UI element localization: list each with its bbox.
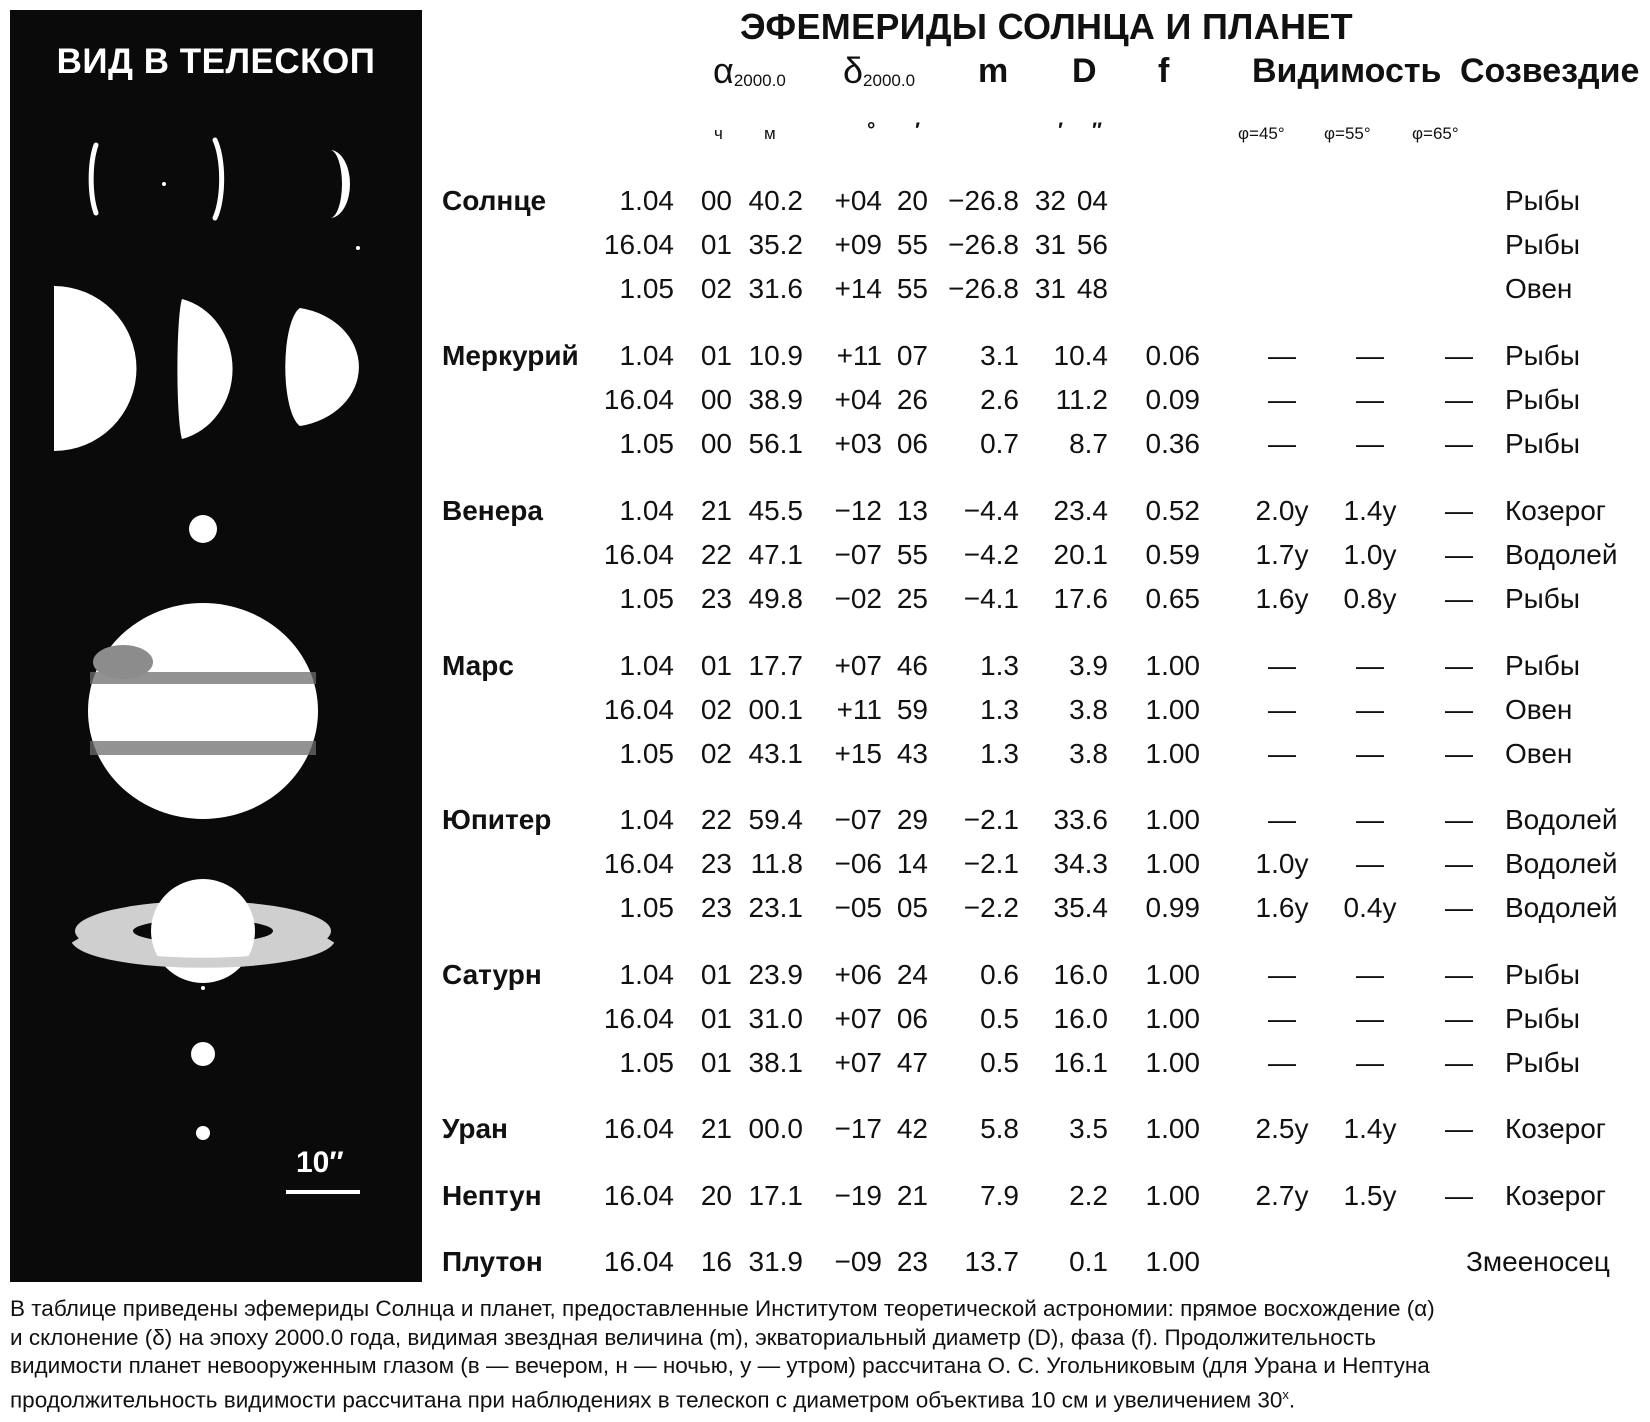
diameter-cell: 23.4 bbox=[1053, 495, 1108, 526]
planet-name: Марс bbox=[442, 650, 514, 681]
lat-45: φ=45° bbox=[1238, 124, 1285, 143]
visibility-65-cell: — bbox=[1445, 340, 1473, 371]
ra-hours-cell: 02 bbox=[700, 738, 732, 769]
lat-55: φ=55° bbox=[1324, 124, 1371, 143]
visibility-45-cell: — bbox=[1268, 650, 1296, 681]
constellation-cell: Рыбы bbox=[1505, 428, 1580, 459]
phase-cell: 1.00 bbox=[1145, 804, 1200, 835]
constellation-cell: Рыбы bbox=[1505, 583, 1580, 614]
diameter-seconds-cell: 04 bbox=[1076, 185, 1108, 216]
ra-hours-cell: 01 bbox=[700, 1047, 732, 1078]
diameter-cell: 8.7 bbox=[1069, 428, 1108, 459]
visibility-45-cell: — bbox=[1268, 428, 1296, 459]
magnitude-cell: −26.8 bbox=[948, 185, 1019, 216]
diameter-seconds-cell: 56 bbox=[1076, 229, 1108, 260]
visibility-55-cell: 0.8у bbox=[1343, 583, 1397, 614]
date-cell: 16.04 bbox=[603, 384, 674, 415]
constellation-cell: Овен bbox=[1505, 694, 1573, 725]
dec-degrees-cell: −02 bbox=[834, 583, 882, 614]
visibility-55-cell: — bbox=[1356, 694, 1384, 725]
ra-minutes-cell: 10.9 bbox=[748, 340, 803, 371]
venus-phase-1 bbox=[54, 286, 136, 451]
diameter-minutes-cell: 31 bbox=[1034, 273, 1066, 304]
ra-hours-cell: 02 bbox=[700, 694, 732, 725]
table-title: ЭФЕМЕРИДЫ СОЛНЦА И ПЛАНЕТ bbox=[740, 6, 1353, 47]
dec-minutes-cell: 25 bbox=[896, 583, 928, 614]
d-unit-min: ′ bbox=[1058, 119, 1064, 142]
phase-cell: 1.00 bbox=[1145, 959, 1200, 990]
mercury-phase-1 bbox=[91, 140, 222, 218]
footnote-line: видимости планет невооруженным глазом (в — вечером, н — ночью, у — утром) рассчитана О. С. Угольниковым (для Урана и Нептуна bbox=[10, 1353, 1430, 1378]
ra-hours-cell: 01 bbox=[700, 650, 732, 681]
small-dot bbox=[356, 246, 360, 250]
date-cell: 1.04 bbox=[619, 650, 674, 681]
dec-degrees-cell: +03 bbox=[834, 428, 882, 459]
visibility-45-cell: 1.7у bbox=[1255, 539, 1309, 570]
visibility-65-cell: — bbox=[1445, 1047, 1473, 1078]
ra-minutes-cell: 17.7 bbox=[748, 650, 803, 681]
planet-name: Нептун bbox=[442, 1180, 542, 1211]
scale-bar bbox=[286, 1190, 360, 1194]
constellation-cell: Рыбы bbox=[1505, 340, 1580, 371]
visibility-header: Видимость bbox=[1252, 52, 1442, 90]
constellation-cell: Рыбы bbox=[1505, 384, 1580, 415]
visibility-55-cell: 1.5у bbox=[1343, 1180, 1397, 1211]
visibility-55-cell: 1.4у bbox=[1343, 1113, 1397, 1144]
magnitude-cell: −26.8 bbox=[948, 273, 1019, 304]
venus-phase-2 bbox=[177, 299, 232, 439]
date-cell: 16.04 bbox=[603, 848, 674, 879]
visibility-65-cell: — bbox=[1445, 1113, 1473, 1144]
magnitude-cell: 0.5 bbox=[980, 1047, 1019, 1078]
magnitude-cell: −26.8 bbox=[948, 229, 1019, 260]
magnitude-cell: 5.8 bbox=[980, 1113, 1019, 1144]
magnitude-cell: 0.5 bbox=[980, 1003, 1019, 1034]
diameter-minutes-cell: 32 bbox=[1034, 185, 1066, 216]
dec-degrees-cell: +06 bbox=[834, 959, 882, 990]
dec-minutes-cell: 23 bbox=[896, 1246, 928, 1277]
ra-hours-cell: 20 bbox=[700, 1180, 732, 1211]
d-header: D bbox=[1072, 52, 1097, 90]
visibility-65-cell: — bbox=[1445, 738, 1473, 769]
date-cell: 1.04 bbox=[619, 804, 674, 835]
phase-cell: 1.00 bbox=[1145, 738, 1200, 769]
footnote-line: и склонение (δ) на эпоху 2000.0 года, видимая звездная величина (m), экваториальный диаметр (D), фаза (f). Продолжительность bbox=[10, 1324, 1377, 1350]
visibility-45-cell: — bbox=[1268, 384, 1296, 415]
dec-degrees-cell: −07 bbox=[834, 539, 882, 570]
dec-minutes-cell: 21 bbox=[896, 1180, 928, 1211]
ra-minutes-cell: 23.1 bbox=[748, 892, 803, 923]
visibility-65-cell: — bbox=[1445, 1003, 1473, 1034]
dec-minutes-cell: 20 bbox=[896, 185, 928, 216]
visibility-65-cell: — bbox=[1445, 1180, 1473, 1211]
ra-minutes-cell: 40.2 bbox=[748, 185, 803, 216]
magnitude-cell: 13.7 bbox=[964, 1246, 1019, 1277]
dec-degrees-cell: −12 bbox=[834, 495, 882, 526]
date-cell: 1.04 bbox=[619, 340, 674, 371]
planet-drawings bbox=[10, 10, 422, 1282]
visibility-45-cell: 1.6у bbox=[1255, 892, 1309, 923]
constellation-cell: Рыбы bbox=[1505, 1003, 1580, 1034]
diameter-cell: 2.2 bbox=[1069, 1180, 1108, 1211]
diameter-cell: 10.4 bbox=[1053, 340, 1108, 371]
planet-name: Плутон bbox=[442, 1246, 543, 1277]
phase-cell: 0.65 bbox=[1145, 583, 1200, 614]
date-cell: 1.04 bbox=[619, 959, 674, 990]
visibility-65-cell: — bbox=[1445, 804, 1473, 835]
date-cell: 1.05 bbox=[619, 1047, 674, 1078]
ra-minutes-cell: 00.1 bbox=[748, 694, 803, 725]
planet-name: Солнце bbox=[442, 185, 547, 216]
uranus-disk bbox=[191, 1042, 215, 1066]
ra-hours-cell: 23 bbox=[700, 583, 732, 614]
neptune-disk bbox=[196, 1126, 210, 1140]
constellation-cell: Водолей bbox=[1505, 804, 1618, 835]
footnote-line: продолжительность видимости рассчитана при наблюдениях в телескоп с диаметром объектива 10 см и увеличением $30^х$. bbox=[10, 1386, 1296, 1412]
dec-minutes-cell: 55 bbox=[896, 229, 928, 260]
ra-minutes-cell: 49.8 bbox=[748, 583, 803, 614]
constellation-header: Созвездие bbox=[1460, 52, 1640, 90]
magnitude-cell: −2.1 bbox=[963, 848, 1019, 879]
visibility-65-cell: — bbox=[1445, 583, 1473, 614]
diameter-cell: 34.3 bbox=[1053, 848, 1108, 879]
visibility-55-cell: — bbox=[1356, 804, 1384, 835]
date-cell: 1.05 bbox=[619, 583, 674, 614]
phase-cell: 1.00 bbox=[1145, 1246, 1200, 1277]
constellation-cell: Козерог bbox=[1505, 495, 1607, 526]
dec-minutes-cell: 47 bbox=[896, 1047, 928, 1078]
visibility-65-cell: — bbox=[1445, 495, 1473, 526]
ra-minutes-cell: 59.4 bbox=[748, 804, 803, 835]
dec-minutes-cell: 13 bbox=[896, 495, 928, 526]
planet-name: Меркурий bbox=[442, 340, 579, 371]
mars-disk bbox=[189, 515, 217, 543]
date-cell: 1.05 bbox=[619, 273, 674, 304]
diameter-cell: 3.8 bbox=[1069, 738, 1108, 769]
ra-minutes-cell: 43.1 bbox=[748, 738, 803, 769]
f-header: f bbox=[1158, 52, 1170, 90]
phase-cell: 1.00 bbox=[1145, 1113, 1200, 1144]
magnitude-cell: 3.1 bbox=[980, 340, 1019, 371]
visibility-55-cell: — bbox=[1356, 1047, 1384, 1078]
visibility-45-cell: — bbox=[1268, 1047, 1296, 1078]
ra-hours-cell: 21 bbox=[700, 495, 732, 526]
visibility-45-cell: — bbox=[1268, 1003, 1296, 1034]
ra-hours-cell: 00 bbox=[700, 185, 732, 216]
constellation-cell: Рыбы bbox=[1505, 1047, 1580, 1078]
ra-hours-cell: 16 bbox=[700, 1246, 732, 1277]
visibility-65-cell: — bbox=[1445, 892, 1473, 923]
ra-minutes-cell: 38.9 bbox=[748, 384, 803, 415]
phase-cell: 1.00 bbox=[1145, 1180, 1200, 1211]
visibility-65-cell: — bbox=[1445, 694, 1473, 725]
dec-minutes-cell: 14 bbox=[896, 848, 928, 879]
dec-degrees-cell: +07 bbox=[834, 1047, 882, 1078]
visibility-45-cell: 2.0у bbox=[1255, 495, 1309, 526]
ra-hours-cell: 01 bbox=[700, 1003, 732, 1034]
diameter-cell: 16.0 bbox=[1053, 1003, 1108, 1034]
constellation-cell: Рыбы bbox=[1505, 959, 1580, 990]
visibility-45-cell: — bbox=[1268, 804, 1296, 835]
visibility-65-cell: — bbox=[1445, 539, 1473, 570]
magnitude-cell: 0.7 bbox=[980, 428, 1019, 459]
dec-degrees-cell: −19 bbox=[834, 1180, 882, 1211]
constellation-cell: Змееносец bbox=[1466, 1246, 1610, 1277]
planet-name: Уран bbox=[442, 1113, 508, 1144]
date-cell: 16.04 bbox=[603, 1113, 674, 1144]
date-cell: 1.04 bbox=[619, 495, 674, 526]
m-header: m bbox=[978, 52, 1009, 90]
alpha-unit-h: ч bbox=[714, 124, 723, 143]
diameter-cell: 11.2 bbox=[1055, 384, 1108, 415]
date-cell: 1.05 bbox=[619, 892, 674, 923]
constellation-cell: Водолей bbox=[1505, 539, 1618, 570]
magnitude-cell: −4.4 bbox=[963, 495, 1019, 526]
visibility-45-cell: — bbox=[1268, 340, 1296, 371]
panel-title: ВИД В ТЕЛЕСКОП bbox=[56, 42, 376, 81]
magnitude-cell: −4.2 bbox=[963, 539, 1019, 570]
magnitude-cell: 1.3 bbox=[980, 650, 1019, 681]
date-cell: 16.04 bbox=[603, 1003, 674, 1034]
constellation-cell: Овен bbox=[1505, 738, 1573, 769]
phase-cell: 1.00 bbox=[1145, 1047, 1200, 1078]
visibility-55-cell: — bbox=[1356, 340, 1384, 371]
magnitude-cell: −2.1 bbox=[963, 804, 1019, 835]
ra-hours-cell: 22 bbox=[700, 539, 732, 570]
constellation-cell: Водолей bbox=[1505, 892, 1618, 923]
visibility-65-cell: — bbox=[1445, 384, 1473, 415]
diameter-seconds-cell: 48 bbox=[1076, 273, 1108, 304]
visibility-55-cell: — bbox=[1356, 384, 1384, 415]
visibility-45-cell: — bbox=[1268, 738, 1296, 769]
diameter-cell: 3.5 bbox=[1069, 1113, 1108, 1144]
visibility-45-cell: — bbox=[1268, 959, 1296, 990]
dec-degrees-cell: −06 bbox=[834, 848, 882, 879]
dec-minutes-cell: 24 bbox=[896, 959, 928, 990]
visibility-45-cell: 1.6у bbox=[1255, 583, 1309, 614]
ra-minutes-cell: 00.0 bbox=[748, 1113, 803, 1144]
visibility-65-cell: — bbox=[1445, 848, 1473, 879]
dec-minutes-cell: 06 bbox=[896, 428, 928, 459]
diameter-cell: 0.1 bbox=[1069, 1246, 1108, 1277]
dec-degrees-cell: +11 bbox=[836, 694, 882, 725]
magnitude-cell: −2.2 bbox=[963, 892, 1019, 923]
magnitude-cell: 1.3 bbox=[980, 738, 1019, 769]
diameter-cell: 16.1 bbox=[1053, 1047, 1108, 1078]
ra-hours-cell: 00 bbox=[700, 384, 732, 415]
constellation-cell: Рыбы bbox=[1505, 229, 1580, 260]
date-cell: 1.05 bbox=[619, 428, 674, 459]
d-unit-sec: ″ bbox=[1092, 119, 1103, 142]
magnitude-cell: 1.3 bbox=[980, 694, 1019, 725]
visibility-65-cell: — bbox=[1445, 428, 1473, 459]
visibility-55-cell: — bbox=[1356, 428, 1384, 459]
phase-cell: 0.59 bbox=[1145, 539, 1200, 570]
date-cell: 1.05 bbox=[619, 738, 674, 769]
dec-degrees-cell: +04 bbox=[834, 185, 882, 216]
date-cell: 16.04 bbox=[603, 1180, 674, 1211]
constellation-cell: Рыбы bbox=[1505, 185, 1580, 216]
constellation-cell: Водолей bbox=[1505, 848, 1618, 879]
magnitude-cell: 7.9 bbox=[980, 1180, 1019, 1211]
dec-minutes-cell: 05 bbox=[896, 892, 928, 923]
ra-minutes-cell: 35.2 bbox=[748, 229, 803, 260]
dec-degrees-cell: −05 bbox=[834, 892, 882, 923]
ra-hours-cell: 23 bbox=[700, 892, 732, 923]
ra-hours-cell: 22 bbox=[700, 804, 732, 835]
phase-cell: 0.36 bbox=[1145, 428, 1200, 459]
planet-name: Юпитер bbox=[442, 804, 552, 835]
ra-minutes-cell: 56.1 bbox=[748, 428, 803, 459]
diameter-cell: 20.1 bbox=[1053, 539, 1108, 570]
alpha-unit-m: м bbox=[764, 124, 776, 143]
visibility-55-cell: 1.4у bbox=[1343, 495, 1397, 526]
dec-degrees-cell: +09 bbox=[834, 229, 882, 260]
scale-label: 10″ bbox=[296, 1146, 344, 1179]
ra-hours-cell: 02 bbox=[700, 273, 732, 304]
ra-hours-cell: 01 bbox=[700, 959, 732, 990]
delta-header: $\delta_{2000.0}$ bbox=[843, 50, 916, 91]
ra-minutes-cell: 31.9 bbox=[748, 1246, 803, 1277]
dec-minutes-cell: 29 bbox=[896, 804, 928, 835]
visibility-65-cell: — bbox=[1445, 959, 1473, 990]
constellation-cell: Козерог bbox=[1505, 1180, 1607, 1211]
dec-minutes-cell: 42 bbox=[896, 1113, 928, 1144]
visibility-55-cell: 0.4у bbox=[1343, 892, 1397, 923]
phase-cell: 0.09 bbox=[1145, 384, 1200, 415]
visibility-65-cell: — bbox=[1445, 650, 1473, 681]
ra-minutes-cell: 47.1 bbox=[748, 539, 803, 570]
visibility-55-cell: 1.0у bbox=[1343, 539, 1397, 570]
date-cell: 1.04 bbox=[619, 185, 674, 216]
saturn-disk bbox=[75, 879, 331, 990]
constellation-cell: Козерог bbox=[1505, 1113, 1607, 1144]
alpha-header: $\alpha_{2000.0}$ bbox=[713, 50, 786, 91]
phase-cell: 1.00 bbox=[1145, 650, 1200, 681]
mercury-phase-2 bbox=[330, 150, 350, 218]
jupiter-disk bbox=[88, 603, 318, 819]
ra-hours-cell: 21 bbox=[700, 1113, 732, 1144]
visibility-55-cell: — bbox=[1356, 1003, 1384, 1034]
phase-cell: 1.00 bbox=[1145, 1003, 1200, 1034]
footnote bbox=[10, 1295, 1640, 1415]
constellation-cell: Рыбы bbox=[1505, 650, 1580, 681]
ra-hours-cell: 23 bbox=[700, 848, 732, 879]
phase-cell: 0.52 bbox=[1145, 495, 1200, 526]
telescope-view-panel bbox=[10, 10, 422, 1282]
dec-degrees-cell: −09 bbox=[834, 1246, 882, 1277]
ra-hours-cell: 01 bbox=[700, 229, 732, 260]
visibility-55-cell: — bbox=[1356, 650, 1384, 681]
dec-degrees-cell: −07 bbox=[834, 804, 882, 835]
visibility-55-cell: — bbox=[1356, 959, 1384, 990]
phase-cell: 1.00 bbox=[1145, 848, 1200, 879]
phase-cell: 0.06 bbox=[1145, 340, 1200, 371]
visibility-45-cell: 2.7у bbox=[1255, 1180, 1309, 1211]
dec-minutes-cell: 55 bbox=[896, 273, 928, 304]
dec-minutes-cell: 59 bbox=[896, 694, 928, 725]
date-cell: 16.04 bbox=[603, 694, 674, 725]
dec-degrees-cell: +04 bbox=[834, 384, 882, 415]
lat-65: φ=65° bbox=[1412, 124, 1459, 143]
planet-name: Венера bbox=[442, 495, 543, 526]
diameter-cell: 3.9 bbox=[1069, 650, 1108, 681]
ra-hours-cell: 01 bbox=[700, 340, 732, 371]
diameter-cell: 16.0 bbox=[1053, 959, 1108, 990]
diameter-minutes-cell: 31 bbox=[1034, 229, 1066, 260]
dec-degrees-cell: −17 bbox=[834, 1113, 882, 1144]
dec-minutes-cell: 43 bbox=[896, 738, 928, 769]
constellation-cell: Овен bbox=[1505, 273, 1573, 304]
phase-cell: 0.99 bbox=[1145, 892, 1200, 923]
visibility-45-cell: 1.0у bbox=[1255, 848, 1309, 879]
ra-minutes-cell: 31.0 bbox=[748, 1003, 803, 1034]
dec-minutes-cell: 55 bbox=[896, 539, 928, 570]
ra-minutes-cell: 38.1 bbox=[748, 1047, 803, 1078]
diameter-cell: 17.6 bbox=[1053, 583, 1108, 614]
dec-degrees-cell: +15 bbox=[834, 738, 882, 769]
diameter-cell: 35.4 bbox=[1053, 892, 1108, 923]
ra-minutes-cell: 23.9 bbox=[748, 959, 803, 990]
dec-degrees-cell: +11 bbox=[836, 340, 882, 371]
magnitude-cell: 0.6 bbox=[980, 959, 1019, 990]
diameter-cell: 33.6 bbox=[1053, 804, 1108, 835]
delta-unit-deg: ° bbox=[867, 119, 876, 142]
dec-minutes-cell: 07 bbox=[896, 340, 928, 371]
diameter-cell: 3.8 bbox=[1069, 694, 1108, 725]
date-cell: 16.04 bbox=[603, 1246, 674, 1277]
planet-name: Сатурн bbox=[442, 959, 542, 990]
visibility-55-cell: — bbox=[1356, 738, 1384, 769]
delta-unit-min: ′ bbox=[915, 119, 921, 142]
dec-degrees-cell: +07 bbox=[834, 650, 882, 681]
phase-cell: 1.00 bbox=[1145, 694, 1200, 725]
dec-minutes-cell: 46 bbox=[896, 650, 928, 681]
date-cell: 16.04 bbox=[603, 229, 674, 260]
ra-minutes-cell: 31.6 bbox=[748, 273, 803, 304]
ra-minutes-cell: 11.8 bbox=[750, 848, 803, 879]
dec-degrees-cell: +07 bbox=[834, 1003, 882, 1034]
visibility-45-cell: — bbox=[1268, 694, 1296, 725]
ra-hours-cell: 00 bbox=[700, 428, 732, 459]
dec-degrees-cell: +14 bbox=[834, 273, 882, 304]
magnitude-cell: 2.6 bbox=[980, 384, 1019, 415]
magnitude-cell: −4.1 bbox=[963, 583, 1019, 614]
footnote-line: В таблице приведены эфемериды Солнца и планет, предоставленные Институтом теоретической астрономии: прямое восхождение (α) bbox=[10, 1296, 1435, 1321]
venus-phase-3 bbox=[285, 308, 359, 426]
dec-minutes-cell: 26 bbox=[896, 384, 928, 415]
date-cell: 16.04 bbox=[603, 539, 674, 570]
dec-minutes-cell: 06 bbox=[896, 1003, 928, 1034]
visibility-45-cell: 2.5у bbox=[1255, 1113, 1309, 1144]
ra-minutes-cell: 45.5 bbox=[748, 495, 803, 526]
visibility-55-cell: — bbox=[1356, 848, 1384, 879]
ra-minutes-cell: 17.1 bbox=[748, 1180, 803, 1211]
